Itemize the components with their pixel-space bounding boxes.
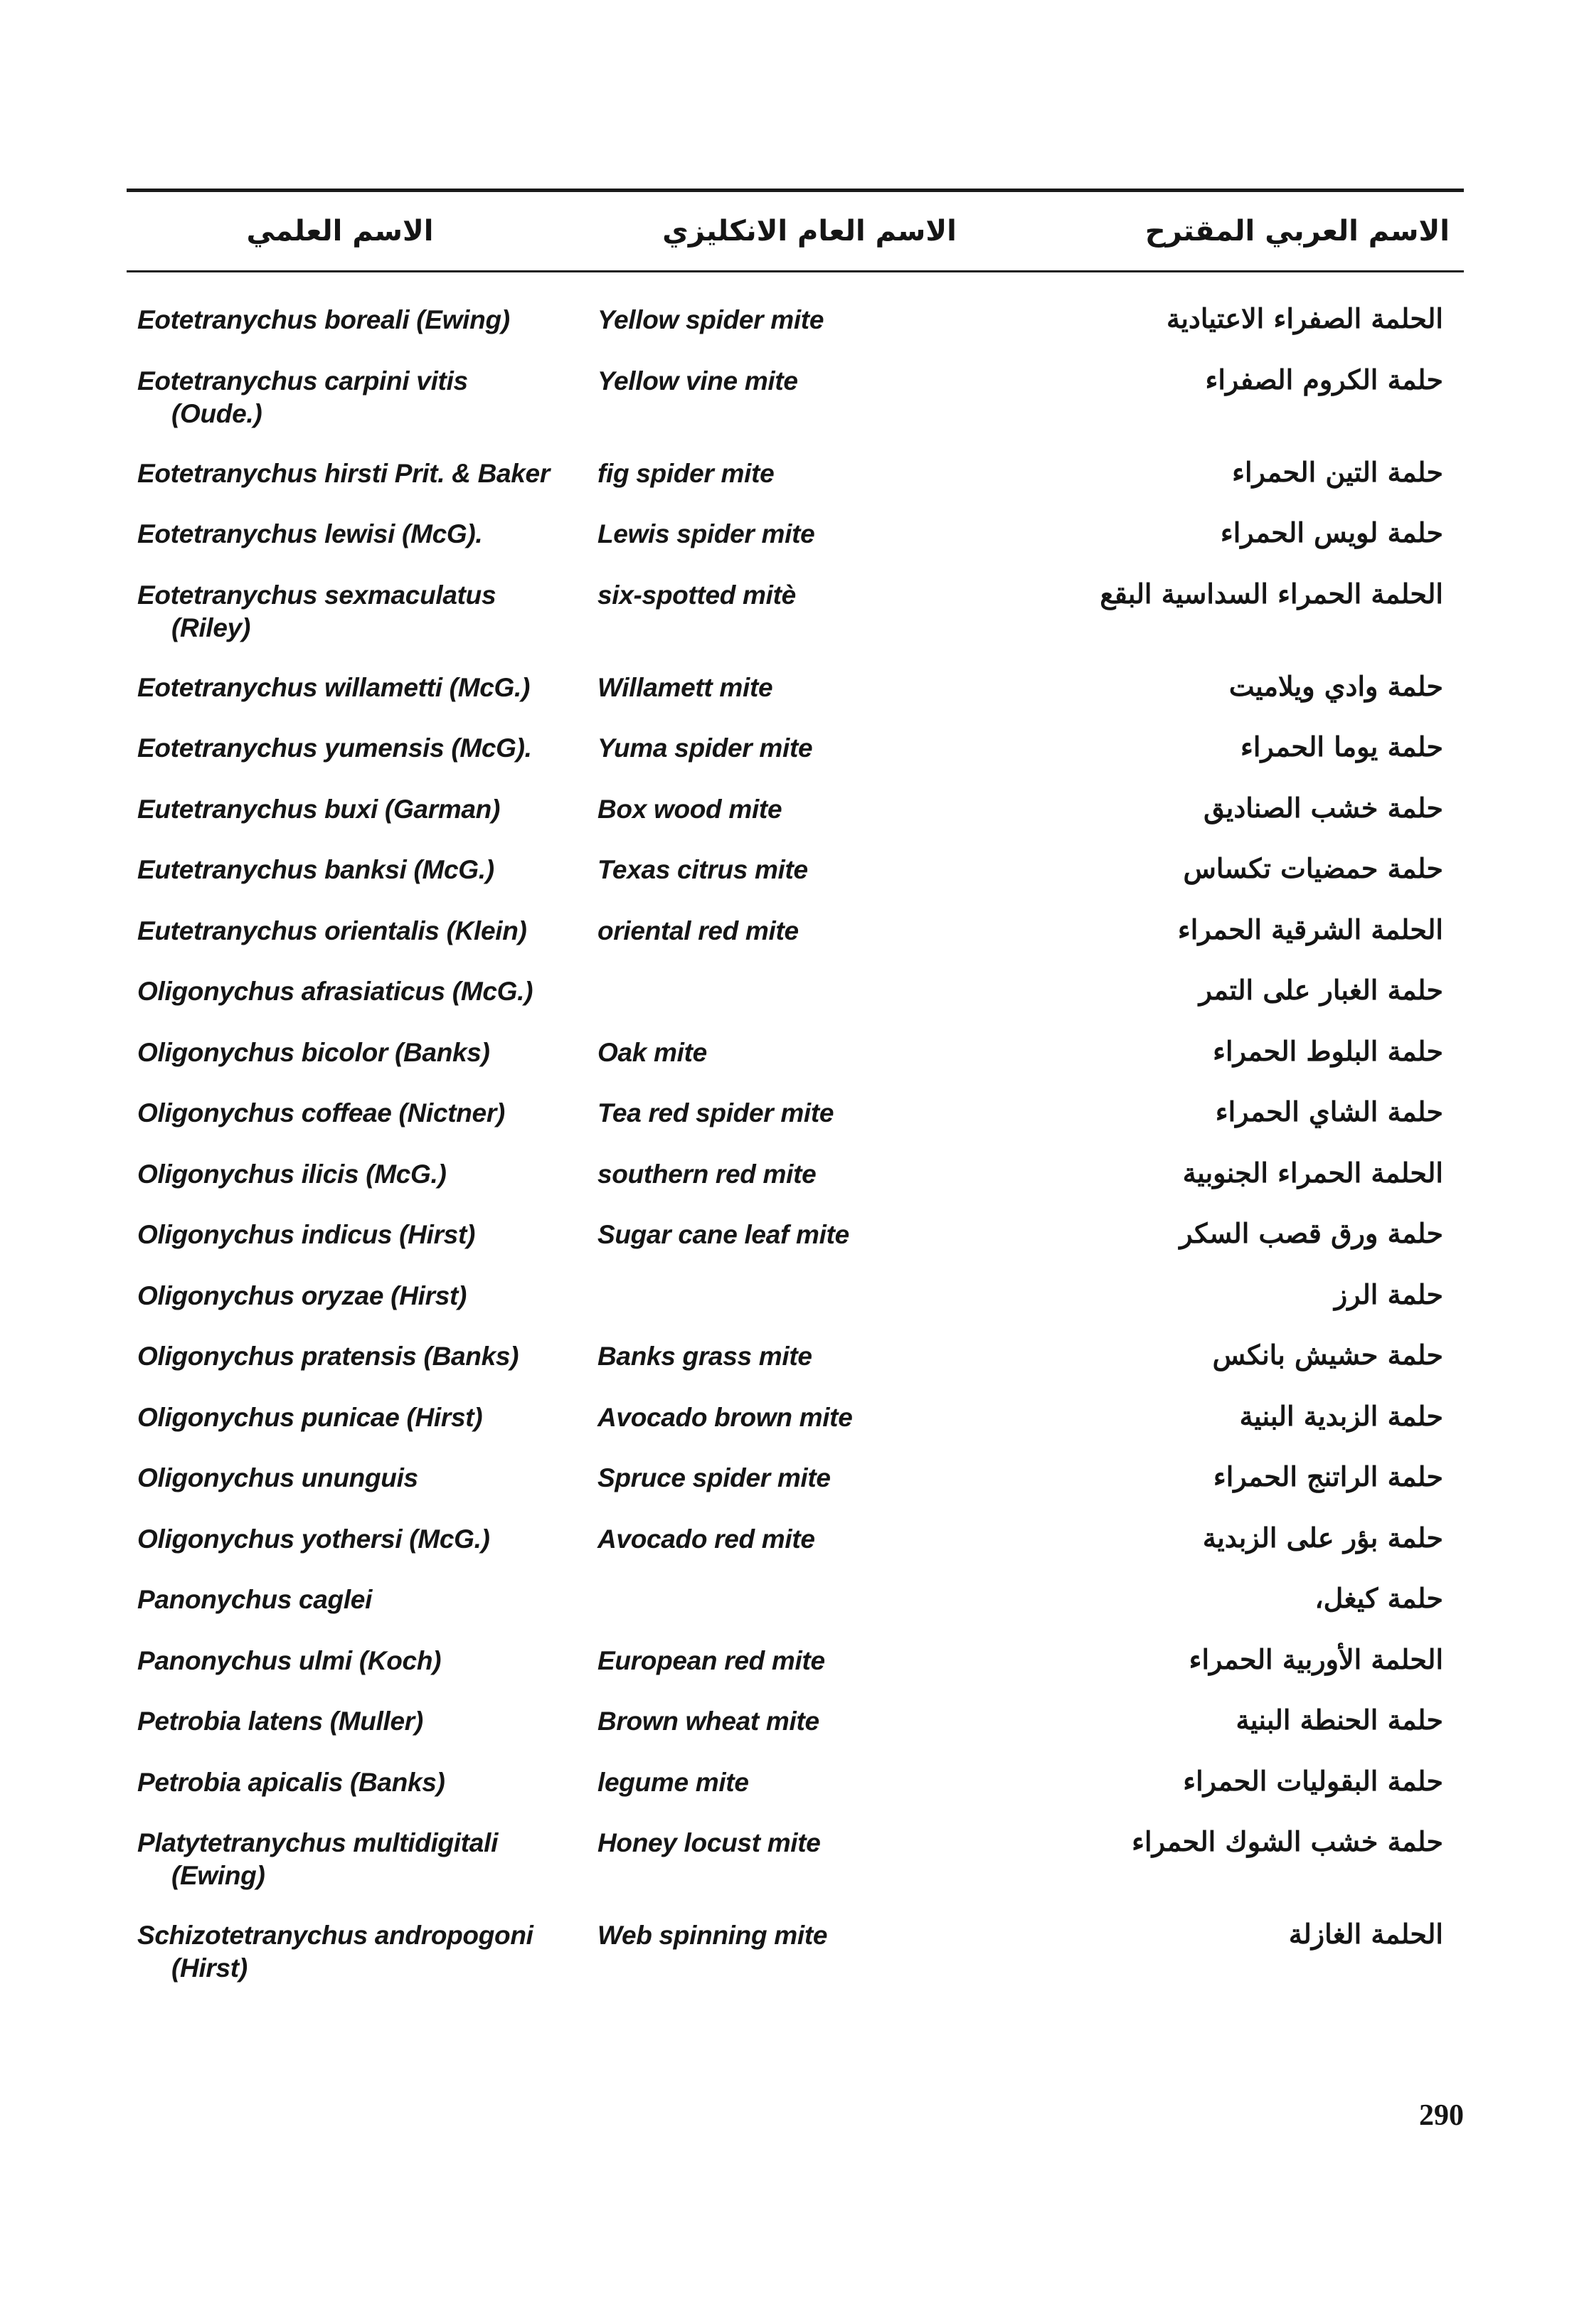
english-common-name: Spruce spider mite — [597, 1463, 831, 1492]
table-row — [0, 442, 1594, 503]
scientific-name-line: Oligonychus indicus (Hirst) — [137, 1220, 475, 1249]
english-common-name: Yellow vine mite — [597, 366, 798, 396]
arabic-proposed-name: حلمة كيغل، — [1314, 1582, 1443, 1614]
scientific-name — [137, 579, 578, 644]
scientific-name — [137, 518, 578, 551]
scientific-name-line: Oligonychus coffeae (Nictner) — [137, 1098, 505, 1127]
scientific-name — [137, 1280, 578, 1312]
english-common-name: Avocado red mite — [597, 1524, 815, 1554]
scientific-name-line: Oligonychus ilicis (McG.) — [137, 1159, 447, 1189]
arabic-proposed-name: حلمة حشيش بانكس — [1212, 1339, 1443, 1371]
english-common-name: Banks grass mite — [597, 1342, 812, 1371]
scientific-name-line: Oligonychus bicolor (Banks) — [137, 1037, 490, 1067]
table-header — [127, 201, 1464, 268]
table-row — [0, 1689, 1594, 1751]
scientific-name-line: Eotetranychus boreali (Ewing) — [137, 305, 510, 334]
scientific-name-line: Schizotetranychus andropogoni — [137, 1921, 533, 1950]
scientific-name-line: Petrobia apicalis (Banks) — [137, 1767, 445, 1797]
scientific-name-line: Eotetranychus yumensis (McG). — [137, 733, 532, 763]
scientific-name — [137, 1705, 578, 1738]
table-row — [0, 960, 1594, 1021]
table-row — [0, 502, 1594, 563]
scientific-name-line: Panonychus ulmi (Koch) — [137, 1645, 442, 1675]
scientific-name — [137, 365, 578, 430]
arabic-proposed-name: حلمة الرز — [1334, 1278, 1443, 1310]
scientific-name-line: Eotetranychus lewisi (McG). — [137, 519, 483, 548]
arabic-proposed-name: حلمة التين الحمراء — [1232, 455, 1443, 488]
arabic-proposed-name: حلمة خشب الصناديق — [1204, 791, 1443, 824]
english-common-name: Texas citrus mite — [597, 855, 808, 884]
table-row — [0, 899, 1594, 960]
table-row — [0, 349, 1594, 442]
scientific-name — [137, 304, 578, 336]
english-common-name: Tea red spider mite — [597, 1098, 834, 1127]
scientific-name-author: (Oude.) — [171, 398, 262, 428]
scientific-name — [137, 1766, 578, 1799]
arabic-proposed-name: حلمة بؤر على الزبدية — [1202, 1521, 1443, 1554]
arabic-proposed-name: حلمة ورق قصب السكر — [1179, 1217, 1443, 1249]
english-common-name: Box wood mite — [597, 794, 782, 824]
arabic-proposed-name: حلمة الزبدية البنية — [1239, 1399, 1443, 1432]
scientific-name — [137, 1523, 578, 1556]
header-arabic-name: الاسم العربي المقترح — [1144, 215, 1450, 248]
english-common-name: Willamett mite — [597, 672, 773, 702]
arabic-proposed-name: حلمة الكروم الصفراء — [1205, 363, 1443, 396]
scientific-name — [137, 1219, 578, 1251]
scientific-name — [137, 1645, 578, 1677]
scientific-name-line: Eotetranychus willametti (McG.) — [137, 672, 530, 702]
scientific-name-line: Oligonychus ununguis — [137, 1463, 418, 1492]
scientific-name-line: Oligonychus pratensis (Banks) — [137, 1342, 519, 1371]
scientific-name-line: Eutetranychus banksi (McG.) — [137, 855, 494, 884]
table-row — [0, 288, 1594, 349]
table-row — [0, 1325, 1594, 1386]
table-row — [0, 1142, 1594, 1204]
english-common-name: six-spotted mitè — [597, 580, 796, 610]
table-row — [0, 656, 1594, 717]
scientific-name — [137, 1340, 578, 1373]
scientific-name — [137, 1158, 578, 1191]
table-row — [0, 1629, 1594, 1690]
scientific-name-line: Eutetranychus orientalis (Klein) — [137, 916, 527, 945]
arabic-proposed-name: حلمة خشب الشوك الحمراء — [1132, 1825, 1443, 1857]
english-common-name: legume mite — [597, 1767, 749, 1797]
table-row — [0, 1203, 1594, 1264]
top-rule — [127, 189, 1464, 192]
scientific-name — [137, 1401, 578, 1434]
scientific-name-author: (Riley) — [171, 612, 250, 642]
arabic-proposed-name: حلمة الغبار على التمر — [1199, 974, 1443, 1006]
scientific-name-line: Oligonychus afrasiaticus (McG.) — [137, 977, 533, 1006]
scientific-name — [137, 975, 578, 1008]
arabic-proposed-name: الحلمة الحمراء السداسية البقع — [1100, 577, 1443, 610]
english-common-name: Brown wheat mite — [597, 1707, 819, 1736]
arabic-proposed-name: حلمة البلوط الحمراء — [1213, 1034, 1443, 1067]
table-row — [0, 1751, 1594, 1812]
scientific-name-line: Oligonychus yothersi (McG.) — [137, 1524, 490, 1554]
english-common-name: European red mite — [597, 1645, 825, 1675]
english-common-name: Yuma spider mite — [597, 733, 813, 763]
english-common-name: Honey locust mite — [597, 1828, 821, 1857]
arabic-proposed-name: حلمة لويس الحمراء — [1220, 516, 1443, 548]
table-row — [0, 1446, 1594, 1507]
english-common-name: southern red mite — [597, 1159, 817, 1189]
scientific-name — [137, 732, 578, 765]
table-row — [0, 716, 1594, 778]
arabic-proposed-name: الحلمة الشرقية الحمراء — [1177, 913, 1443, 945]
table-row — [0, 1507, 1594, 1569]
scientific-name — [137, 1097, 578, 1130]
table-row — [0, 838, 1594, 899]
english-common-name: oriental red mite — [597, 916, 799, 945]
table-row — [0, 1021, 1594, 1082]
table-row — [0, 1904, 1594, 1993]
scientific-name-author: (Ewing) — [171, 1861, 265, 1890]
scientific-name-line: Panonychus caglei — [137, 1585, 373, 1614]
english-common-name: Sugar cane leaf mite — [597, 1220, 849, 1249]
table-row — [0, 1264, 1594, 1325]
arabic-proposed-name: الحلمة الأوربية الحمراء — [1189, 1643, 1443, 1675]
scientific-name — [137, 793, 578, 826]
scientific-name — [137, 1919, 578, 1985]
scientific-name — [137, 457, 578, 490]
arabic-proposed-name: حلمة الحنطة البنية — [1236, 1704, 1443, 1736]
english-common-name: Yellow spider mite — [597, 305, 824, 334]
table-row — [0, 563, 1594, 656]
english-common-name: Lewis spider mite — [597, 519, 815, 548]
arabic-proposed-name: حلمة الشاي الحمراء — [1215, 1095, 1443, 1127]
scientific-name-line: Eotetranychus sexmaculatus — [137, 580, 496, 610]
page-number: 290 — [1419, 2099, 1464, 2132]
scientific-name-line: Oligonychus oryzae (Hirst) — [137, 1280, 467, 1310]
scientific-name — [137, 1583, 578, 1616]
english-common-name: fig spider mite — [597, 458, 775, 488]
table-row — [0, 778, 1594, 839]
arabic-proposed-name: الحلمة الغازلة — [1288, 1918, 1443, 1950]
scientific-name-line: Platytetranychus multidigitali — [137, 1828, 499, 1857]
scientific-name — [137, 1036, 578, 1069]
scientific-name-line: Eotetranychus hirsti Prit. & Baker — [137, 458, 550, 488]
table-row — [0, 1081, 1594, 1142]
arabic-proposed-name: حلمة البقوليات الحمراء — [1183, 1764, 1443, 1797]
scientific-name — [137, 915, 578, 948]
table-body — [0, 288, 1594, 1993]
arabic-proposed-name: الحلمة الصفراء الاعتيادية — [1166, 302, 1443, 334]
scientific-name-line: Eutetranychus buxi (Garman) — [137, 794, 501, 824]
arabic-proposed-name: حلمة وادي ويلاميت — [1228, 669, 1443, 702]
english-common-name: Oak mite — [597, 1037, 707, 1067]
scientific-name — [137, 854, 578, 886]
scientific-name — [137, 672, 578, 704]
scientific-name — [137, 1827, 578, 1892]
arabic-proposed-name: حلمة الراتنج الحمراء — [1213, 1460, 1443, 1492]
header-english-name: الاسم العام الانكليزي — [662, 215, 957, 248]
arabic-proposed-name: حلمة حمضيات تكساس — [1183, 852, 1443, 884]
arabic-proposed-name: الحلمة الحمراء الجنوبية — [1182, 1156, 1443, 1189]
scientific-name-line: Eotetranychus carpini vitis — [137, 366, 468, 396]
arabic-proposed-name: حلمة يوما الحمراء — [1240, 731, 1443, 763]
scientific-name-line: Petrobia latens (Muller) — [137, 1707, 423, 1736]
english-common-name: Avocado brown mite — [597, 1402, 853, 1432]
scientific-name — [137, 1462, 578, 1495]
table-row — [0, 1811, 1594, 1904]
english-common-name: Web spinning mite — [597, 1921, 828, 1950]
header-rule — [127, 270, 1464, 272]
table-row — [0, 1568, 1594, 1629]
scientific-name-line: Oligonychus punicae (Hirst) — [137, 1402, 483, 1432]
scientific-name-author: (Hirst) — [171, 1953, 248, 1983]
header-scientific-name: الاسم العلمي — [246, 215, 434, 248]
table-row — [0, 1386, 1594, 1447]
